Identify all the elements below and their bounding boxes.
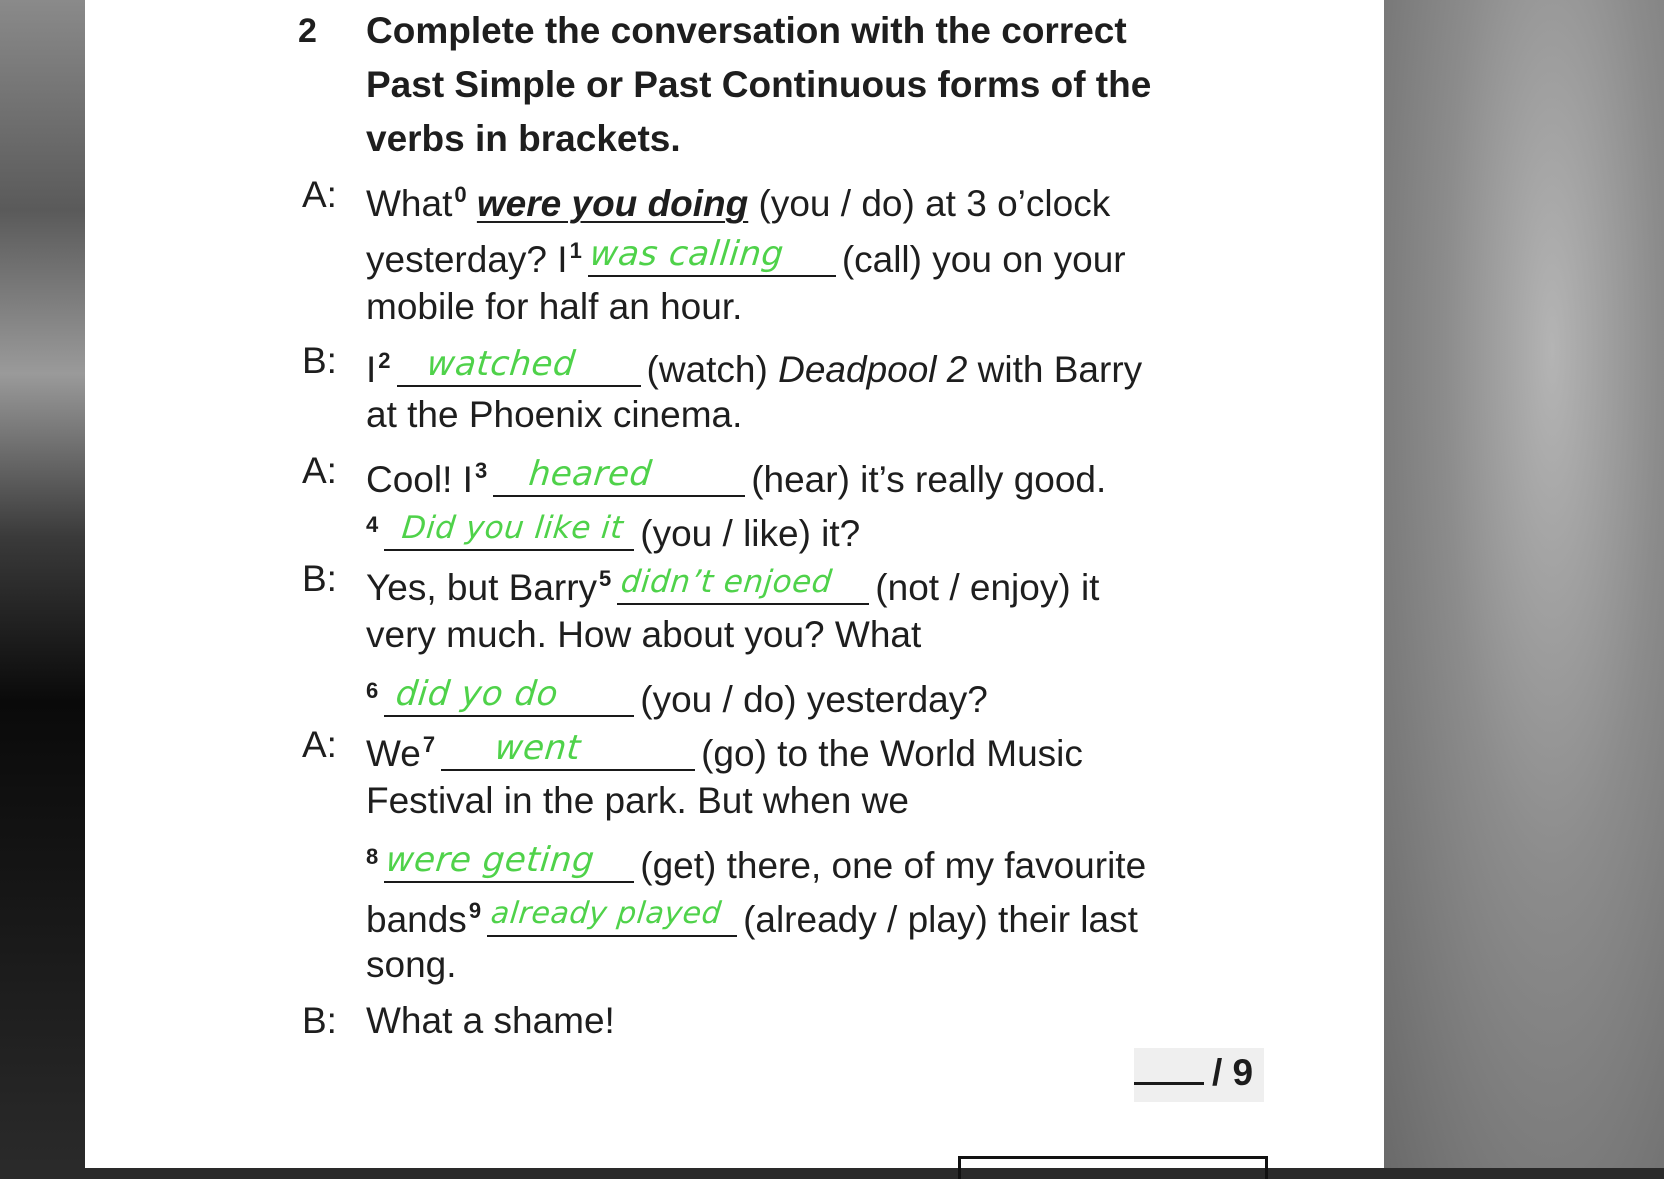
item-number: 1 — [569, 238, 582, 263]
line-1 — [366, 174, 1110, 225]
line-3: mobile for half an hour. — [366, 286, 743, 327]
item-number: 5 — [599, 566, 612, 591]
line-11 — [366, 724, 1083, 775]
line-4 — [366, 340, 1142, 391]
line-text: (get) there, one of my favourite — [640, 845, 1147, 886]
line-text: What — [366, 183, 453, 224]
line-15: song. — [366, 944, 457, 985]
handwritten-answer-9: already played — [489, 896, 724, 931]
line-6 — [366, 450, 1106, 501]
handwritten-answer-7: went — [492, 728, 583, 768]
handwritten-answer-6: did yo do — [394, 674, 561, 714]
item-number: 6 — [366, 678, 379, 703]
line-12: Festival in the park. But when we — [366, 780, 909, 821]
instruction-line-1: Complete the conversation with the correct — [366, 10, 1127, 51]
line-text: (call) you on your — [841, 239, 1126, 280]
line-text: (not / enjoy) it — [875, 567, 1100, 608]
exercise-number: 2 — [298, 12, 317, 50]
line-8 — [366, 558, 1099, 609]
answer-blank-2[interactable] — [397, 345, 641, 387]
line-text: Yes, but Barry — [366, 567, 598, 608]
line-text: (you / like) it? — [640, 513, 861, 554]
line-13 — [366, 836, 1146, 887]
line-14 — [366, 890, 1138, 941]
answer-blank-5[interactable] — [617, 563, 869, 605]
score-blank[interactable] — [1134, 1054, 1204, 1085]
speaker-a: A: — [302, 724, 337, 765]
answer-blank-3[interactable] — [493, 455, 745, 497]
background-right — [1384, 0, 1664, 1168]
line-text: (already / play) their last — [743, 899, 1138, 940]
item-number: 2 — [378, 348, 391, 373]
item-number: 0 — [454, 182, 467, 207]
item-number: 3 — [474, 458, 488, 483]
handwritten-answer-2: watched — [424, 344, 577, 384]
line-text: (go) to the World Music — [701, 733, 1083, 774]
line-text: (you / do) at 3 o’clock — [758, 183, 1111, 224]
score — [1134, 1052, 1253, 1094]
line-text: (hear) it’s really good. — [751, 459, 1107, 500]
handwritten-answer-8: were geting — [384, 840, 597, 880]
speaker-b: B: — [302, 1000, 337, 1041]
handwritten-answer-1: was calling — [587, 234, 786, 274]
answer-blank-7[interactable] — [441, 729, 695, 771]
film-title: Deadpool 2 — [778, 349, 968, 390]
answer-blank-9[interactable] — [487, 895, 737, 937]
handwritten-answer-5: didn’t enjoed — [619, 564, 835, 600]
answer-blank-1[interactable] — [588, 235, 836, 277]
handwritten-answer-3: heared — [527, 454, 655, 494]
line-text: with Barry — [977, 349, 1143, 390]
item-number: 7 — [422, 732, 436, 757]
speaker-a: A: — [302, 174, 337, 215]
line-text: I — [366, 349, 377, 390]
instruction-line-3: verbs in brackets. — [366, 118, 681, 159]
line-9: very much. How about you? What — [366, 614, 922, 655]
line-text: yesterday? I — [366, 239, 568, 280]
line-text: (watch) — [646, 349, 768, 390]
line-16: What a shame! — [366, 1000, 615, 1041]
line-5: at the Phoenix cinema. — [366, 394, 743, 435]
answer-blank-6[interactable] — [384, 675, 634, 717]
answer-blank-4[interactable] — [384, 509, 634, 551]
answer-blank-8[interactable] — [384, 841, 634, 883]
line-text: We — [366, 733, 421, 774]
line-text: Cool! I — [366, 459, 473, 500]
score-total: / 9 — [1212, 1052, 1254, 1093]
speaker-b: B: — [302, 340, 337, 381]
item-number: 4 — [366, 512, 379, 537]
line-7 — [366, 504, 860, 555]
line-text: bands — [366, 899, 467, 940]
line-text: (you / do) yesterday? — [640, 679, 988, 720]
speaker-b: B: — [302, 558, 337, 599]
line-10 — [366, 670, 988, 721]
instruction-line-2: Past Simple or Past Continuous forms of the — [366, 64, 1152, 105]
line-2 — [366, 230, 1126, 281]
handwritten-answer-4: Did you like it — [400, 510, 626, 546]
example-answer: were you doing — [476, 183, 749, 224]
item-number: 9 — [468, 898, 482, 923]
speaker-a: A: — [302, 450, 337, 491]
item-number: 8 — [366, 844, 379, 869]
background-left — [0, 0, 85, 1168]
